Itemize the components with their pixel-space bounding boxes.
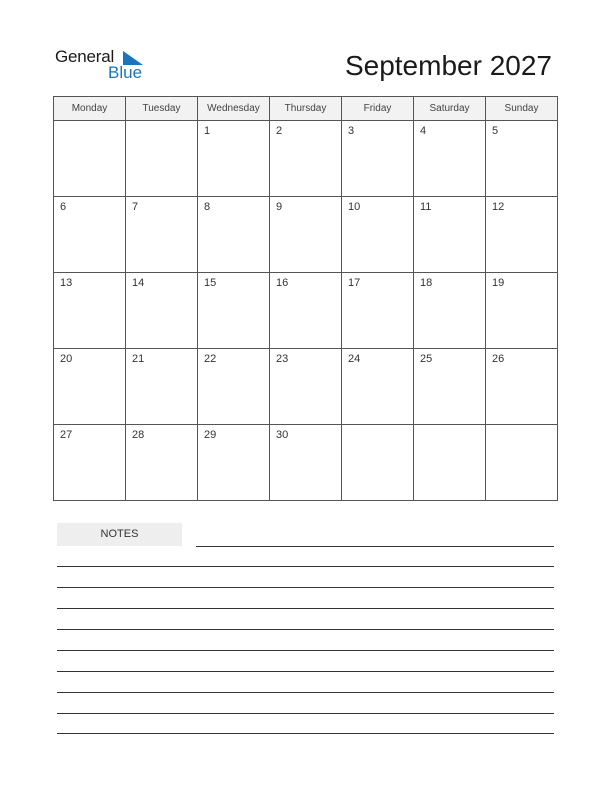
day-number: 2 [276,125,283,137]
logo-text-blue: Blue [108,63,143,82]
note-line [57,713,554,714]
day-cell [126,273,198,349]
calendar-grid [53,96,558,501]
page-title: September 2027 [344,50,552,81]
day-number: 30 [276,429,289,441]
day-cell [486,273,558,349]
note-line [196,546,554,547]
day-number: 9 [276,201,283,213]
week-row [54,273,558,349]
day-cell [414,349,486,425]
day-cell [342,425,414,501]
day-number: 23 [276,353,289,365]
weekday-header: Saturday [414,97,486,121]
day-number: 15 [204,277,217,289]
day-number: 21 [132,353,145,365]
day-cell [54,425,126,501]
note-line [57,692,554,693]
day-cell [54,121,126,197]
day-cell [198,273,270,349]
day-number [486,425,557,429]
day-number: 19 [492,277,505,289]
day-cell [198,425,270,501]
day-number: 25 [420,353,433,365]
day-number [126,121,197,125]
day-cell [342,197,414,273]
day-number: 1 [204,125,211,137]
day-number: 7 [132,201,139,213]
day-cell [270,197,342,273]
weekday-header: Tuesday [126,97,198,121]
day-number: 26 [492,353,505,365]
day-cell [198,121,270,197]
day-number: 6 [60,201,67,213]
day-cell [342,121,414,197]
day-number: 4 [420,125,427,137]
day-number: 16 [276,277,289,289]
week-row [54,349,558,425]
week-row [54,121,558,197]
note-line [57,650,554,651]
day-number: 18 [420,277,433,289]
week-row [54,425,558,501]
day-cell [414,197,486,273]
day-cell [414,121,486,197]
day-cell [342,273,414,349]
day-cell [126,121,198,197]
day-number: 22 [204,353,217,365]
day-number: 20 [60,353,73,365]
day-cell [198,197,270,273]
note-line [57,587,554,588]
weekday-header: Monday [54,97,126,121]
day-cell [270,425,342,501]
day-cell [54,197,126,273]
day-number: 17 [348,277,361,289]
day-number: 11 [420,201,432,213]
day-cell [342,349,414,425]
day-number: 12 [492,201,505,213]
brand-logo [55,47,155,83]
day-number: 8 [204,201,211,213]
day-number: 28 [132,429,145,441]
logo-text-general: General [55,47,115,66]
day-cell [414,273,486,349]
weekday-header: Sunday [486,97,558,121]
week-row [54,197,558,273]
day-cell [54,349,126,425]
day-cell [270,273,342,349]
notes-heading: NOTES [57,523,182,546]
weekday-header-row [54,97,558,121]
day-cell [486,425,558,501]
day-cell [486,121,558,197]
day-number: 10 [348,201,361,213]
day-cell [126,349,198,425]
day-cell [486,197,558,273]
day-number [54,121,125,125]
day-cell [54,273,126,349]
note-line [57,629,554,630]
weekday-header: Wednesday [198,97,270,121]
day-cell [270,121,342,197]
day-cell [198,349,270,425]
day-number [342,425,413,429]
day-number: 29 [204,429,217,441]
weekday-header: Friday [342,97,414,121]
day-cell [486,349,558,425]
note-line [57,566,554,567]
day-number: 24 [348,353,361,365]
day-cell [414,425,486,501]
day-number: 14 [132,277,145,289]
day-number: 5 [492,125,499,137]
day-number: 27 [60,429,73,441]
day-cell [126,425,198,501]
weekday-header: Thursday [270,97,342,121]
note-line [57,671,554,672]
day-number: 3 [348,125,355,137]
note-line [57,733,554,734]
day-cell [270,349,342,425]
day-cell [126,197,198,273]
day-number: 13 [60,277,73,289]
day-number [414,425,485,429]
note-line [57,608,554,609]
